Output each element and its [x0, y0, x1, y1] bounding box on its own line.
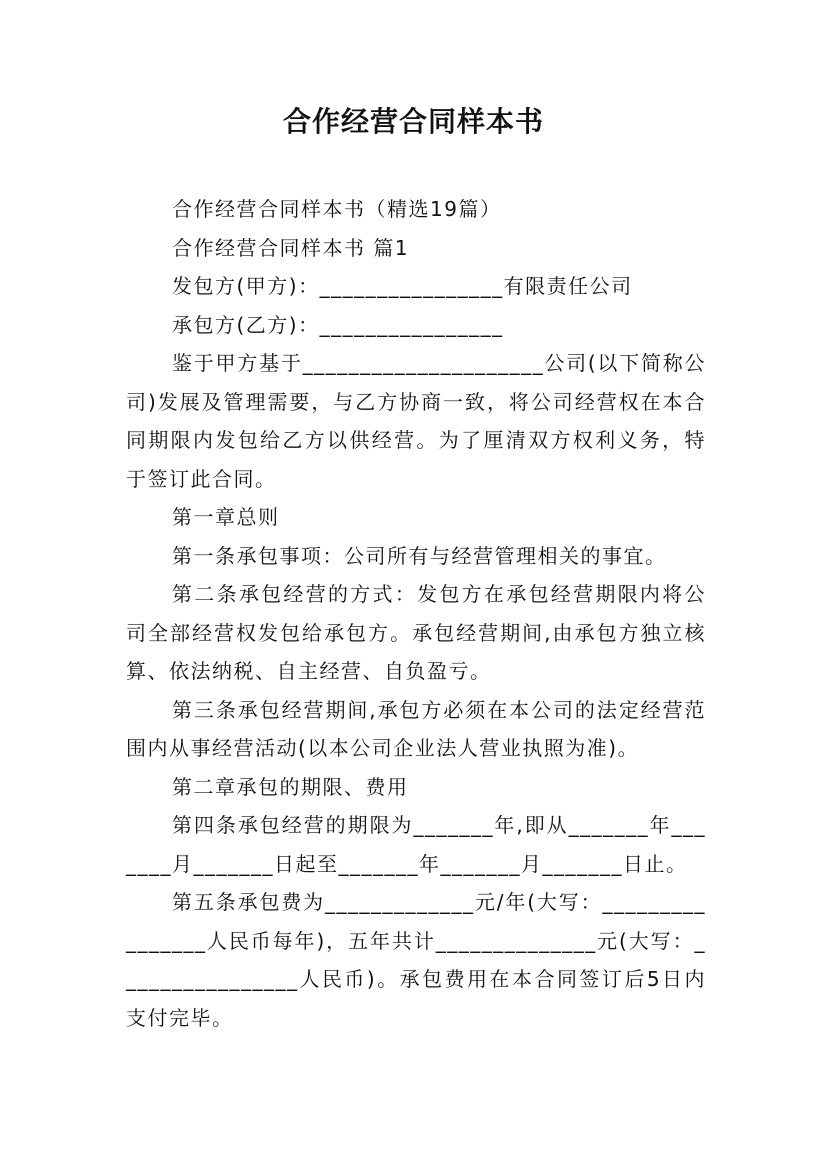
paragraph-article-1: 第一条承包事项：公司所有与经营管理相关的事宜。: [172, 543, 667, 568]
paragraph-subtitle: 合作经营合同样本书（精选19篇）: [172, 197, 502, 221]
paragraph-article-2: 第二条承包经营的方式：发包方在承包经营期限内将公司全部经营权发包给承包方。承包经营期间,由承包方独立核算、依法纳税、自主经营、自负盈亏。: [126, 582, 706, 683]
document-body: [126, 190, 706, 1037]
paragraph-chapter-1: 第一章总则: [172, 505, 280, 529]
paragraph-chapter-2: 第二章承包的期限、费用: [172, 774, 409, 799]
paragraph-party-a: 发包方(甲方)：________________有限责任公司: [172, 274, 633, 298]
paragraph-party-b: 承包方(乙方)：________________: [172, 312, 504, 337]
paragraph-article-4: 第四条承包经营的期限为_______年,即从_______年_______月_______日起至_______年_______月_______日止。: [126, 813, 706, 876]
paragraph-section-heading: 合作经营合同样本书 篇1: [172, 235, 410, 260]
paragraph-article-3: 第三条承包经营期间,承包方必须在本公司的法定经营范围内从事经营活动(以本公司企业法人营业执照为准)。: [126, 697, 706, 760]
paragraph-preamble: 鉴于甲方基于_____________________公司(以下简称公司)发展及管理需要，与乙方协商一致，将公司经营权在本合同期限内发包给乙方以供经营。为了厘清双方权利义务，特于签订此合同。: [126, 351, 706, 491]
paragraph-article-5: 第五条承包费为_____________元/年(大写：________________人民币每年)，五年共计______________元(大写：________________人民币)。承包费用在本合同签订后5日内支付完毕。: [126, 890, 706, 1030]
document-title: 合作经营合同样本书: [282, 105, 544, 138]
